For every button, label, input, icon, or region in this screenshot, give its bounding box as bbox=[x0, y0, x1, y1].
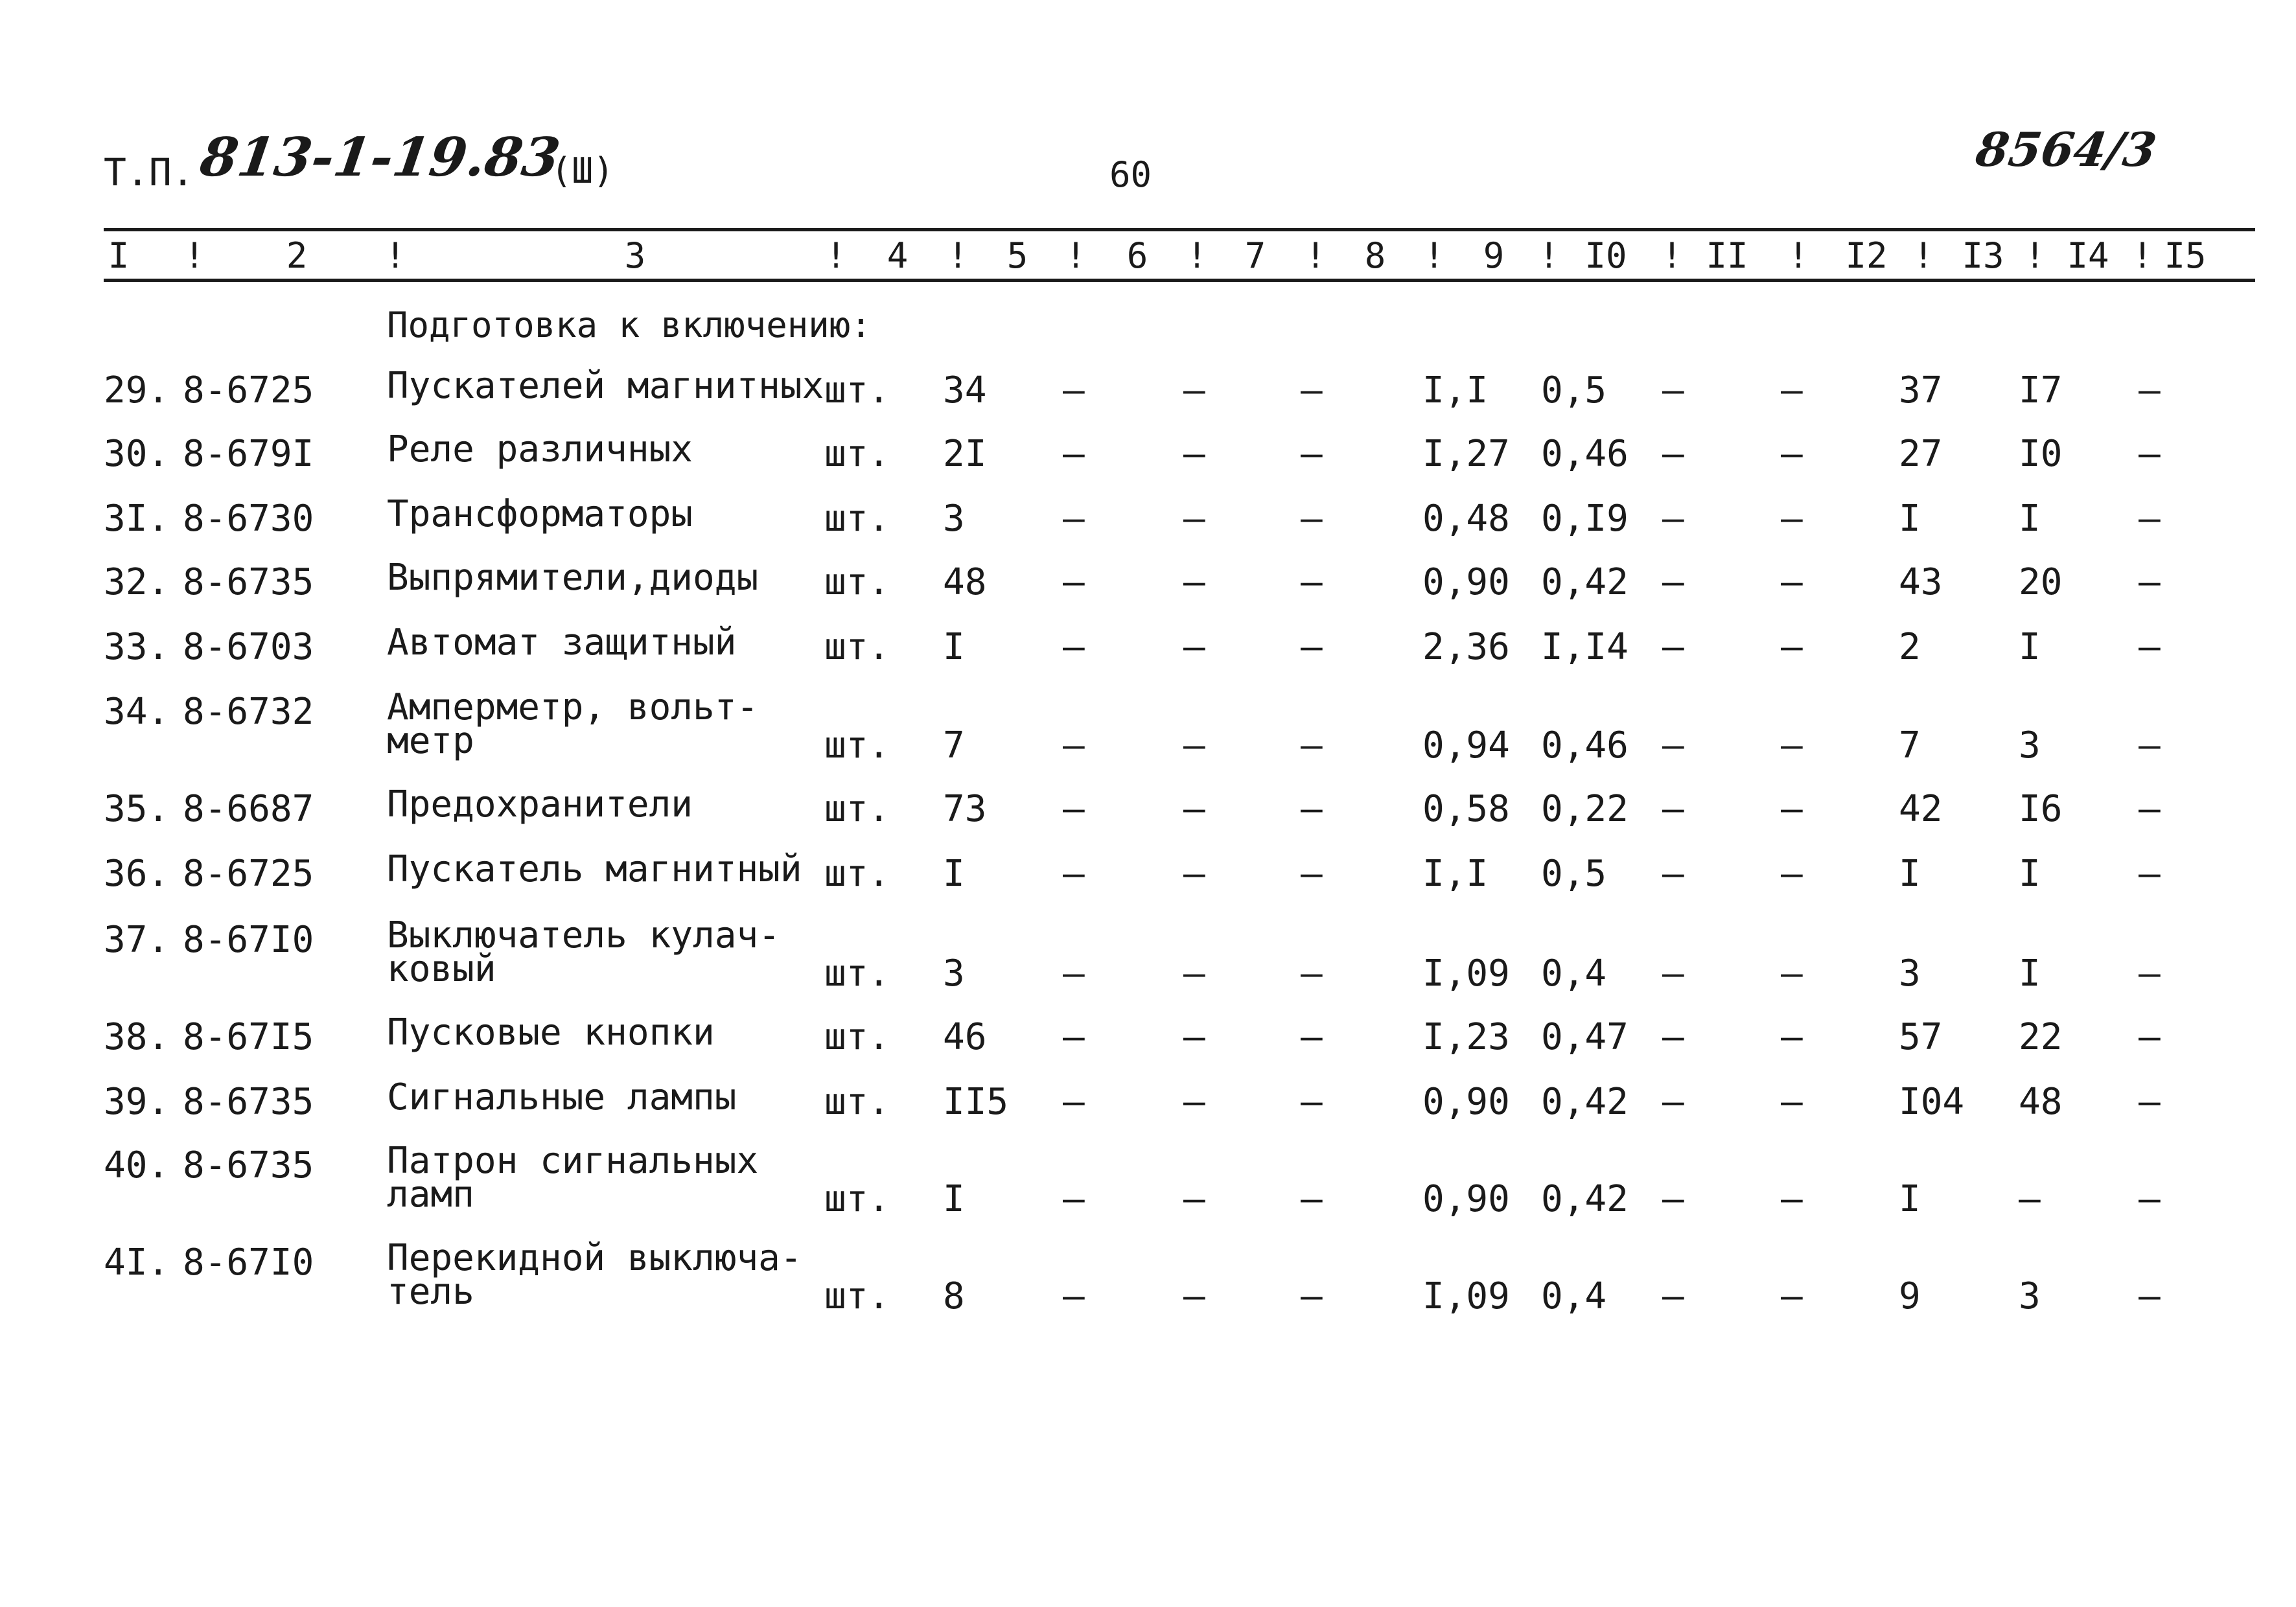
row-cell-5: I bbox=[943, 853, 965, 895]
row-cell-12: – bbox=[1781, 561, 1803, 603]
row-cell-5: 7 bbox=[943, 724, 965, 767]
row-unit: шт. bbox=[824, 1178, 890, 1220]
row-cell-6: – bbox=[1063, 724, 1085, 767]
column-separator: ! bbox=[947, 235, 969, 276]
row-cell-6: – bbox=[1063, 433, 1085, 475]
row-code: 8-67I0 bbox=[183, 919, 314, 961]
row-cell-10: 0,4 bbox=[1541, 1275, 1607, 1317]
row-code: 8-6725 bbox=[183, 853, 314, 895]
row-name: Патрон сигнальных bbox=[387, 1140, 759, 1182]
row-cell-14: – bbox=[2019, 1178, 2041, 1220]
row-cell-11: – bbox=[1662, 369, 1684, 411]
row-cell-15: – bbox=[2139, 1178, 2161, 1220]
row-unit: шт. bbox=[824, 853, 890, 895]
row-code: 8-679I bbox=[183, 433, 314, 475]
row-cell-14: 22 bbox=[2019, 1016, 2063, 1058]
row-cell-14: I bbox=[2019, 953, 2041, 995]
row-name: Выключатель кулач- bbox=[387, 914, 780, 956]
row-cell-5: 34 bbox=[943, 369, 987, 411]
row-cell-13: I04 bbox=[1899, 1081, 1965, 1123]
row-number: 40. bbox=[104, 1144, 170, 1186]
row-cell-6: – bbox=[1063, 626, 1085, 668]
row-cell-10: 0,5 bbox=[1541, 853, 1607, 895]
row-cell-7: – bbox=[1183, 626, 1205, 668]
row-cell-8: – bbox=[1301, 433, 1323, 475]
row-cell-13: I bbox=[1899, 1178, 1921, 1220]
row-cell-9: 0,58 bbox=[1422, 788, 1510, 830]
row-cell-12: – bbox=[1781, 953, 1803, 995]
row-unit: шт. bbox=[824, 1275, 890, 1317]
row-number: 34. bbox=[104, 691, 170, 733]
column-separator: ! bbox=[825, 235, 847, 276]
row-cell-14: 3 bbox=[2019, 724, 2041, 767]
row-code: 8-6730 bbox=[183, 498, 314, 540]
row-cell-11: – bbox=[1662, 953, 1684, 995]
row-cell-5: 3 bbox=[943, 953, 965, 995]
row-number: 30. bbox=[104, 433, 170, 475]
row-name: Трансформаторы bbox=[387, 493, 693, 535]
row-code: 8-6735 bbox=[183, 1144, 314, 1186]
row-cell-5: 46 bbox=[943, 1016, 987, 1058]
column-separator: ! bbox=[2131, 235, 2153, 276]
column-number-10: I0 bbox=[1584, 235, 1627, 276]
row-cell-15: – bbox=[2139, 369, 2161, 411]
row-cell-13: 57 bbox=[1899, 1016, 1943, 1058]
row-unit: шт. bbox=[824, 1016, 890, 1058]
row-cell-6: – bbox=[1063, 788, 1085, 830]
row-cell-6: – bbox=[1063, 1081, 1085, 1123]
row-cell-13: 27 bbox=[1899, 433, 1943, 475]
row-code: 8-6732 bbox=[183, 691, 314, 733]
row-unit: шт. bbox=[824, 369, 890, 411]
row-name: Амперметр, вольт- bbox=[387, 686, 759, 728]
column-number-11: II bbox=[1706, 235, 1748, 276]
row-cell-10: 0,22 bbox=[1541, 788, 1629, 830]
row-cell-7: – bbox=[1183, 369, 1205, 411]
header-top-rule bbox=[104, 228, 2255, 231]
row-cell-15: – bbox=[2139, 788, 2161, 830]
row-cell-11: – bbox=[1662, 1081, 1684, 1123]
row-cell-13: I bbox=[1899, 498, 1921, 540]
row-cell-15: – bbox=[2139, 1275, 2161, 1317]
row-cell-9: 0,90 bbox=[1422, 1178, 1510, 1220]
row-cell-14: 3 bbox=[2019, 1275, 2041, 1317]
row-name: тель bbox=[387, 1271, 474, 1313]
row-cell-9: 2,36 bbox=[1422, 626, 1510, 668]
row-cell-11: – bbox=[1662, 561, 1684, 603]
row-cell-11: – bbox=[1662, 853, 1684, 895]
column-number-3: 3 bbox=[624, 235, 646, 276]
section-title: Подготовка к включению: bbox=[387, 305, 872, 345]
row-unit: шт. bbox=[824, 953, 890, 995]
column-number-2: 2 bbox=[286, 235, 308, 276]
row-number: 36. bbox=[104, 853, 170, 895]
column-separator: ! bbox=[1305, 235, 1327, 276]
row-name: Выпрямители,диоды bbox=[387, 557, 759, 599]
row-name: Пускателей магнитных bbox=[387, 365, 824, 407]
column-number-12: I2 bbox=[1845, 235, 1888, 276]
row-cell-12: – bbox=[1781, 1016, 1803, 1058]
row-cell-15: – bbox=[2139, 1016, 2161, 1058]
row-cell-15: – bbox=[2139, 433, 2161, 475]
document-part: (Ш) bbox=[551, 150, 614, 191]
row-cell-6: – bbox=[1063, 1178, 1085, 1220]
row-cell-14: 48 bbox=[2019, 1081, 2063, 1123]
document-code: 813-1-19.83 bbox=[196, 126, 564, 189]
column-number-15: I5 bbox=[2164, 235, 2207, 276]
row-cell-12: – bbox=[1781, 369, 1803, 411]
row-cell-7: – bbox=[1183, 561, 1205, 603]
row-cell-10: 0,42 bbox=[1541, 1081, 1629, 1123]
row-cell-6: – bbox=[1063, 853, 1085, 895]
row-number: 29. bbox=[104, 369, 170, 411]
row-cell-11: – bbox=[1662, 788, 1684, 830]
row-cell-13: 42 bbox=[1899, 788, 1943, 830]
row-name: Сигнальные лампы bbox=[387, 1076, 737, 1118]
row-cell-8: – bbox=[1301, 724, 1323, 767]
row-cell-7: – bbox=[1183, 953, 1205, 995]
row-code: 8-6735 bbox=[183, 561, 314, 603]
row-cell-12: – bbox=[1781, 626, 1803, 668]
row-cell-11: – bbox=[1662, 1275, 1684, 1317]
row-cell-5: 48 bbox=[943, 561, 987, 603]
row-cell-14: 20 bbox=[2019, 561, 2063, 603]
row-cell-8: – bbox=[1301, 1081, 1323, 1123]
row-cell-10: 0,46 bbox=[1541, 433, 1629, 475]
row-cell-13: 7 bbox=[1899, 724, 1921, 767]
row-number: 4I. bbox=[104, 1242, 170, 1284]
row-cell-12: – bbox=[1781, 1081, 1803, 1123]
row-cell-7: – bbox=[1183, 1081, 1205, 1123]
row-cell-11: – bbox=[1662, 433, 1684, 475]
row-cell-10: 0,42 bbox=[1541, 561, 1629, 603]
row-cell-10: 0,I9 bbox=[1541, 498, 1629, 540]
row-cell-5: 3 bbox=[943, 498, 965, 540]
row-cell-11: – bbox=[1662, 1178, 1684, 1220]
document-prefix: Т.П. bbox=[104, 150, 194, 194]
row-cell-7: – bbox=[1183, 1178, 1205, 1220]
row-cell-6: – bbox=[1063, 953, 1085, 995]
row-cell-5: 8 bbox=[943, 1275, 965, 1317]
row-cell-9: 0,94 bbox=[1422, 724, 1510, 767]
row-unit: шт. bbox=[824, 626, 890, 668]
column-number-5: 5 bbox=[1006, 235, 1028, 276]
row-cell-15: – bbox=[2139, 853, 2161, 895]
row-cell-8: – bbox=[1301, 1275, 1323, 1317]
column-separator: ! bbox=[1661, 235, 1683, 276]
column-number-14: I4 bbox=[2067, 235, 2109, 276]
column-separator: ! bbox=[1423, 235, 1445, 276]
row-cell-15: – bbox=[2139, 498, 2161, 540]
row-cell-14: I7 bbox=[2019, 369, 2063, 411]
row-cell-12: – bbox=[1781, 788, 1803, 830]
column-number-9: 9 bbox=[1483, 235, 1505, 276]
row-cell-7: – bbox=[1183, 1016, 1205, 1058]
row-cell-11: – bbox=[1662, 1016, 1684, 1058]
column-separator: ! bbox=[1538, 235, 1560, 276]
row-cell-14: I6 bbox=[2019, 788, 2063, 830]
row-number: 39. bbox=[104, 1081, 170, 1123]
row-cell-14: I0 bbox=[2019, 433, 2063, 475]
row-name: ковый bbox=[387, 948, 496, 990]
row-cell-10: 0,42 bbox=[1541, 1178, 1629, 1220]
row-name: ламп bbox=[387, 1173, 474, 1216]
row-cell-12: – bbox=[1781, 1275, 1803, 1317]
column-number-8: 8 bbox=[1364, 235, 1386, 276]
row-cell-7: – bbox=[1183, 853, 1205, 895]
row-cell-5: 73 bbox=[943, 788, 987, 830]
row-unit: шт. bbox=[824, 498, 890, 540]
row-cell-9: 0,48 bbox=[1422, 498, 1510, 540]
row-cell-13: 2 bbox=[1899, 626, 1921, 668]
row-cell-11: – bbox=[1662, 724, 1684, 767]
row-cell-14: I bbox=[2019, 498, 2041, 540]
row-cell-9: I,23 bbox=[1422, 1016, 1510, 1058]
row-cell-12: – bbox=[1781, 1178, 1803, 1220]
row-number: 37. bbox=[104, 919, 170, 961]
row-cell-7: – bbox=[1183, 1275, 1205, 1317]
row-cell-8: – bbox=[1301, 369, 1323, 411]
row-cell-15: – bbox=[2139, 626, 2161, 668]
row-name: метр bbox=[387, 720, 474, 762]
row-cell-6: – bbox=[1063, 561, 1085, 603]
row-code: 8-67I5 bbox=[183, 1016, 314, 1058]
row-cell-14: I bbox=[2019, 853, 2041, 895]
row-cell-12: – bbox=[1781, 433, 1803, 475]
row-name: Пускатель магнитный bbox=[387, 848, 802, 890]
row-cell-8: – bbox=[1301, 561, 1323, 603]
row-number: 3I. bbox=[104, 498, 170, 540]
column-number-7: 7 bbox=[1244, 235, 1266, 276]
row-cell-9: I,27 bbox=[1422, 433, 1510, 475]
row-unit: шт. bbox=[824, 561, 890, 603]
page-number: 60 bbox=[1109, 154, 1152, 195]
row-cell-10: 0,5 bbox=[1541, 369, 1607, 411]
header-bottom-rule bbox=[104, 279, 2255, 282]
column-number-1: I bbox=[108, 235, 130, 276]
row-cell-12: – bbox=[1781, 853, 1803, 895]
row-cell-10: 0,46 bbox=[1541, 724, 1629, 767]
row-cell-15: – bbox=[2139, 1081, 2161, 1123]
column-number-6: 6 bbox=[1126, 235, 1148, 276]
row-code: 8-6735 bbox=[183, 1081, 314, 1123]
row-cell-9: 0,90 bbox=[1422, 561, 1510, 603]
row-cell-6: – bbox=[1063, 1016, 1085, 1058]
column-separator: ! bbox=[1787, 235, 1809, 276]
document-index: 8564/3 bbox=[1973, 122, 2160, 177]
row-cell-10: 0,47 bbox=[1541, 1016, 1629, 1058]
row-cell-13: I bbox=[1899, 853, 1921, 895]
column-separator: ! bbox=[384, 235, 406, 276]
row-cell-12: – bbox=[1781, 498, 1803, 540]
row-unit: шт. bbox=[824, 724, 890, 767]
row-name: Предохранители bbox=[387, 783, 693, 826]
row-cell-8: – bbox=[1301, 953, 1323, 995]
column-separator: ! bbox=[1186, 235, 1208, 276]
row-cell-8: – bbox=[1301, 1016, 1323, 1058]
row-code: 8-6687 bbox=[183, 788, 314, 830]
column-separator: ! bbox=[183, 235, 205, 276]
row-cell-7: – bbox=[1183, 724, 1205, 767]
row-cell-5: II5 bbox=[943, 1081, 1009, 1123]
row-cell-10: I,I4 bbox=[1541, 626, 1629, 668]
row-unit: шт. bbox=[824, 433, 890, 475]
row-code: 8-67I0 bbox=[183, 1242, 314, 1284]
row-cell-15: – bbox=[2139, 561, 2161, 603]
row-cell-14: I bbox=[2019, 626, 2041, 668]
row-cell-13: 9 bbox=[1899, 1275, 1921, 1317]
row-cell-11: – bbox=[1662, 498, 1684, 540]
column-number-4: 4 bbox=[887, 235, 909, 276]
row-cell-8: – bbox=[1301, 626, 1323, 668]
row-cell-8: – bbox=[1301, 788, 1323, 830]
row-unit: шт. bbox=[824, 1081, 890, 1123]
row-cell-12: – bbox=[1781, 724, 1803, 767]
row-cell-5: 2I bbox=[943, 433, 987, 475]
row-cell-10: 0,4 bbox=[1541, 953, 1607, 995]
row-name: Пусковые кнопки bbox=[387, 1012, 715, 1054]
column-number-13: I3 bbox=[1962, 235, 2004, 276]
row-name: Реле различных bbox=[387, 428, 693, 470]
row-code: 8-6725 bbox=[183, 369, 314, 411]
row-cell-7: – bbox=[1183, 498, 1205, 540]
row-cell-6: – bbox=[1063, 498, 1085, 540]
column-separator: ! bbox=[2024, 235, 2046, 276]
row-cell-9: I,I bbox=[1422, 853, 1489, 895]
column-separator: ! bbox=[1065, 235, 1087, 276]
row-cell-13: 37 bbox=[1899, 369, 1943, 411]
row-cell-7: – bbox=[1183, 433, 1205, 475]
row-cell-8: – bbox=[1301, 853, 1323, 895]
row-code: 8-6703 bbox=[183, 626, 314, 668]
row-cell-5: I bbox=[943, 1178, 965, 1220]
row-cell-6: – bbox=[1063, 1275, 1085, 1317]
row-number: 38. bbox=[104, 1016, 170, 1058]
row-number: 35. bbox=[104, 788, 170, 830]
row-cell-9: I,I bbox=[1422, 369, 1489, 411]
row-cell-15: – bbox=[2139, 724, 2161, 767]
row-cell-9: I,09 bbox=[1422, 1275, 1510, 1317]
row-cell-15: – bbox=[2139, 953, 2161, 995]
row-cell-9: 0,90 bbox=[1422, 1081, 1510, 1123]
row-cell-9: I,09 bbox=[1422, 953, 1510, 995]
row-cell-8: – bbox=[1301, 498, 1323, 540]
row-cell-13: 43 bbox=[1899, 561, 1943, 603]
row-number: 33. bbox=[104, 626, 170, 668]
row-cell-6: – bbox=[1063, 369, 1085, 411]
row-cell-5: I bbox=[943, 626, 965, 668]
row-cell-8: – bbox=[1301, 1178, 1323, 1220]
row-cell-7: – bbox=[1183, 788, 1205, 830]
row-cell-13: 3 bbox=[1899, 953, 1921, 995]
row-unit: шт. bbox=[824, 788, 890, 830]
row-name: Автомат защитный bbox=[387, 621, 737, 664]
row-name: Перекидной выключа- bbox=[387, 1237, 802, 1279]
row-number: 32. bbox=[104, 561, 170, 603]
row-cell-11: – bbox=[1662, 626, 1684, 668]
column-separator: ! bbox=[1912, 235, 1934, 276]
